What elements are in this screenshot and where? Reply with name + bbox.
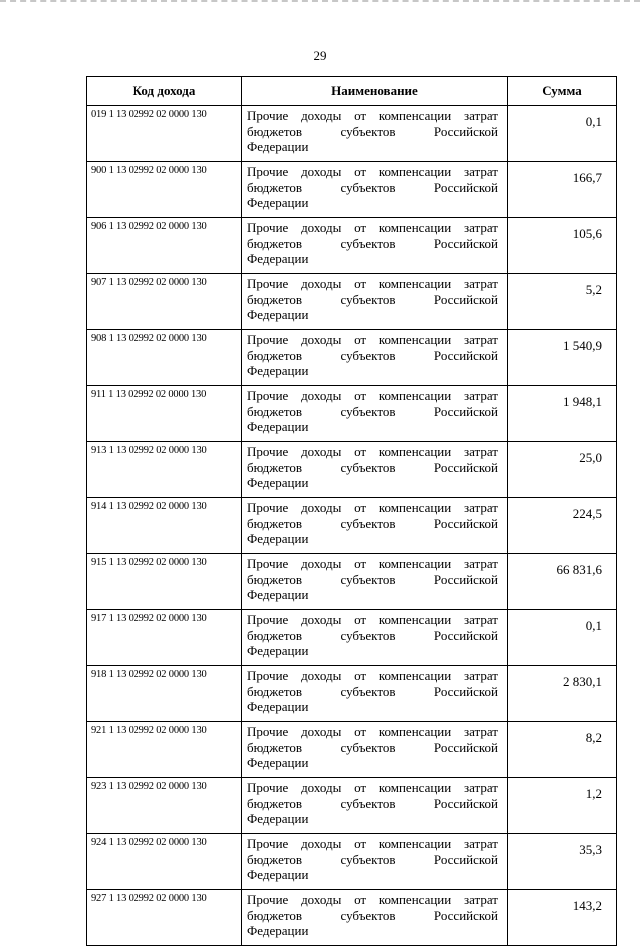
header-name: Наименование [242,77,508,106]
income-sum-cell [508,666,617,722]
income-sum-value: 224,5 [572,506,602,521]
income-sum-value: 25,0 [579,450,602,465]
page-number: 29 [313,48,327,63]
income-name-line: Прочие доходы от компенсации затрат [247,612,498,627]
income-name-line: Прочие доходы от компенсации затрат [247,892,498,907]
income-sum-cell [508,162,617,218]
income-name-line: бюджетов субъектов Российской [247,907,498,923]
income-code-cell: 019 1 13 02992 02 0000 130 [87,106,242,162]
income-name-cell [242,778,508,834]
income-name-line: бюджетов субъектов Российской [247,347,498,363]
income-sum-value: 5,2 [585,282,602,297]
income-sum-value: 0,1 [585,618,602,633]
income-sum-value: 1 948,1 [563,394,602,409]
income-code-cell: 900 1 13 02992 02 0000 130 [87,162,242,218]
income-name-line: бюджетов субъектов Российской [247,515,498,531]
income-code-cell: 908 1 13 02992 02 0000 130 [87,330,242,386]
income-name-cell [242,386,508,442]
income-code-cell: 923 1 13 02992 02 0000 130 [87,778,242,834]
table-header-row [87,77,617,106]
income-sum-cell [508,890,617,946]
table-row [87,554,617,610]
income-name-cell [242,442,508,498]
income-name-line: бюджетов субъектов Российской [247,403,498,419]
income-name-cell [242,834,508,890]
income-sum-value: 105,6 [572,226,602,241]
income-code-cell: 913 1 13 02992 02 0000 130 [87,442,242,498]
revenue-table [86,76,617,946]
income-name-cell [242,330,508,386]
income-sum-value: 0,1 [585,114,602,129]
income-sum-cell [508,834,617,890]
income-name-line: Федерации [247,251,309,266]
income-name-line: Прочие доходы от компенсации затрат [247,276,498,291]
income-name-line: Федерации [247,811,309,826]
income-name-line: Прочие доходы от компенсации затрат [247,108,498,123]
income-name-cell [242,890,508,946]
income-sum-value: 1 540,9 [563,338,602,353]
table-row [87,330,617,386]
table-row [87,106,617,162]
table-row [87,218,617,274]
income-sum-value: 8,2 [585,730,602,745]
income-name-line: Прочие доходы от компенсации затрат [247,724,498,739]
table-row [87,610,617,666]
income-name-line: бюджетов субъектов Российской [247,851,498,867]
income-sum-cell [508,722,617,778]
page-top-edge [0,0,640,6]
header-sum: Сумма [508,77,617,106]
income-name-line: Федерации [247,419,309,434]
income-name-line: бюджетов субъектов Российской [247,459,498,475]
income-sum-value: 35,3 [579,842,602,857]
income-sum-cell [508,610,617,666]
table-row [87,386,617,442]
income-name-cell [242,162,508,218]
income-name-line: Прочие доходы от компенсации затрат [247,556,498,571]
table-row [87,274,617,330]
income-sum-value: 143,2 [572,898,602,913]
income-name-line: Федерации [247,307,309,322]
income-name-line: бюджетов субъектов Российской [247,123,498,139]
income-name-line: Федерации [247,363,309,378]
income-sum-value: 66 831,6 [556,562,602,577]
income-name-line: Федерации [247,699,309,714]
income-name-cell [242,106,508,162]
table-row [87,834,617,890]
income-name-line: бюджетов субъектов Российской [247,291,498,307]
income-sum-cell [508,442,617,498]
table-row [87,722,617,778]
income-name-line: Прочие доходы от компенсации затрат [247,164,498,179]
income-name-line: бюджетов субъектов Российской [247,179,498,195]
income-code-cell: 924 1 13 02992 02 0000 130 [87,834,242,890]
income-sum-value: 2 830,1 [563,674,602,689]
income-name-line: Прочие доходы от компенсации затрат [247,780,498,795]
income-code-cell: 911 1 13 02992 02 0000 130 [87,386,242,442]
header-code: Код дохода [87,77,242,106]
income-name-line: Прочие доходы от компенсации затрат [247,500,498,515]
income-name-cell [242,610,508,666]
income-name-line: Федерации [247,195,309,210]
income-name-line: Федерации [247,755,309,770]
income-name-line: бюджетов субъектов Российской [247,795,498,811]
income-code-cell: 914 1 13 02992 02 0000 130 [87,498,242,554]
income-code-cell: 917 1 13 02992 02 0000 130 [87,610,242,666]
income-name-line: Прочие доходы от компенсации затрат [247,220,498,235]
table-row [87,778,617,834]
income-sum-cell [508,330,617,386]
table-row [87,666,617,722]
income-name-line: Прочие доходы от компенсации затрат [247,332,498,347]
income-code-cell: 915 1 13 02992 02 0000 130 [87,554,242,610]
income-sum-value: 166,7 [572,170,602,185]
income-name-cell [242,218,508,274]
income-name-line: бюджетов субъектов Российской [247,683,498,699]
income-name-cell [242,498,508,554]
table-row [87,162,617,218]
income-name-line: бюджетов субъектов Российской [247,627,498,643]
income-name-line: Прочие доходы от компенсации затрат [247,836,498,851]
income-name-line: бюджетов субъектов Российской [247,739,498,755]
income-name-line: Федерации [247,587,309,602]
income-code-cell: 927 1 13 02992 02 0000 130 [87,890,242,946]
income-name-line: Федерации [247,475,309,490]
income-name-cell [242,666,508,722]
income-name-line: Прочие доходы от компенсации затрат [247,668,498,683]
income-name-line: Федерации [247,531,309,546]
income-sum-cell [508,106,617,162]
income-sum-value: 1,2 [585,786,602,801]
income-code-cell: 918 1 13 02992 02 0000 130 [87,666,242,722]
income-name-line: бюджетов субъектов Российской [247,235,498,251]
table-row [87,442,617,498]
income-name-line: Федерации [247,923,309,938]
table-row [87,498,617,554]
income-sum-cell [508,218,617,274]
income-name-cell [242,274,508,330]
income-name-cell [242,554,508,610]
income-name-line: Федерации [247,643,309,658]
income-name-line: Прочие доходы от компенсации затрат [247,444,498,459]
income-sum-cell [508,778,617,834]
income-code-cell: 921 1 13 02992 02 0000 130 [87,722,242,778]
income-sum-cell [508,554,617,610]
income-name-line: Прочие доходы от компенсации затрат [247,388,498,403]
income-name-line: бюджетов субъектов Российской [247,571,498,587]
income-code-cell: 906 1 13 02992 02 0000 130 [87,218,242,274]
income-sum-cell [508,498,617,554]
income-name-line: Федерации [247,139,309,154]
income-code-cell: 907 1 13 02992 02 0000 130 [87,274,242,330]
income-sum-cell [508,386,617,442]
income-name-line: Федерации [247,867,309,882]
income-sum-cell [508,274,617,330]
table-row [87,890,617,946]
income-name-cell [242,722,508,778]
